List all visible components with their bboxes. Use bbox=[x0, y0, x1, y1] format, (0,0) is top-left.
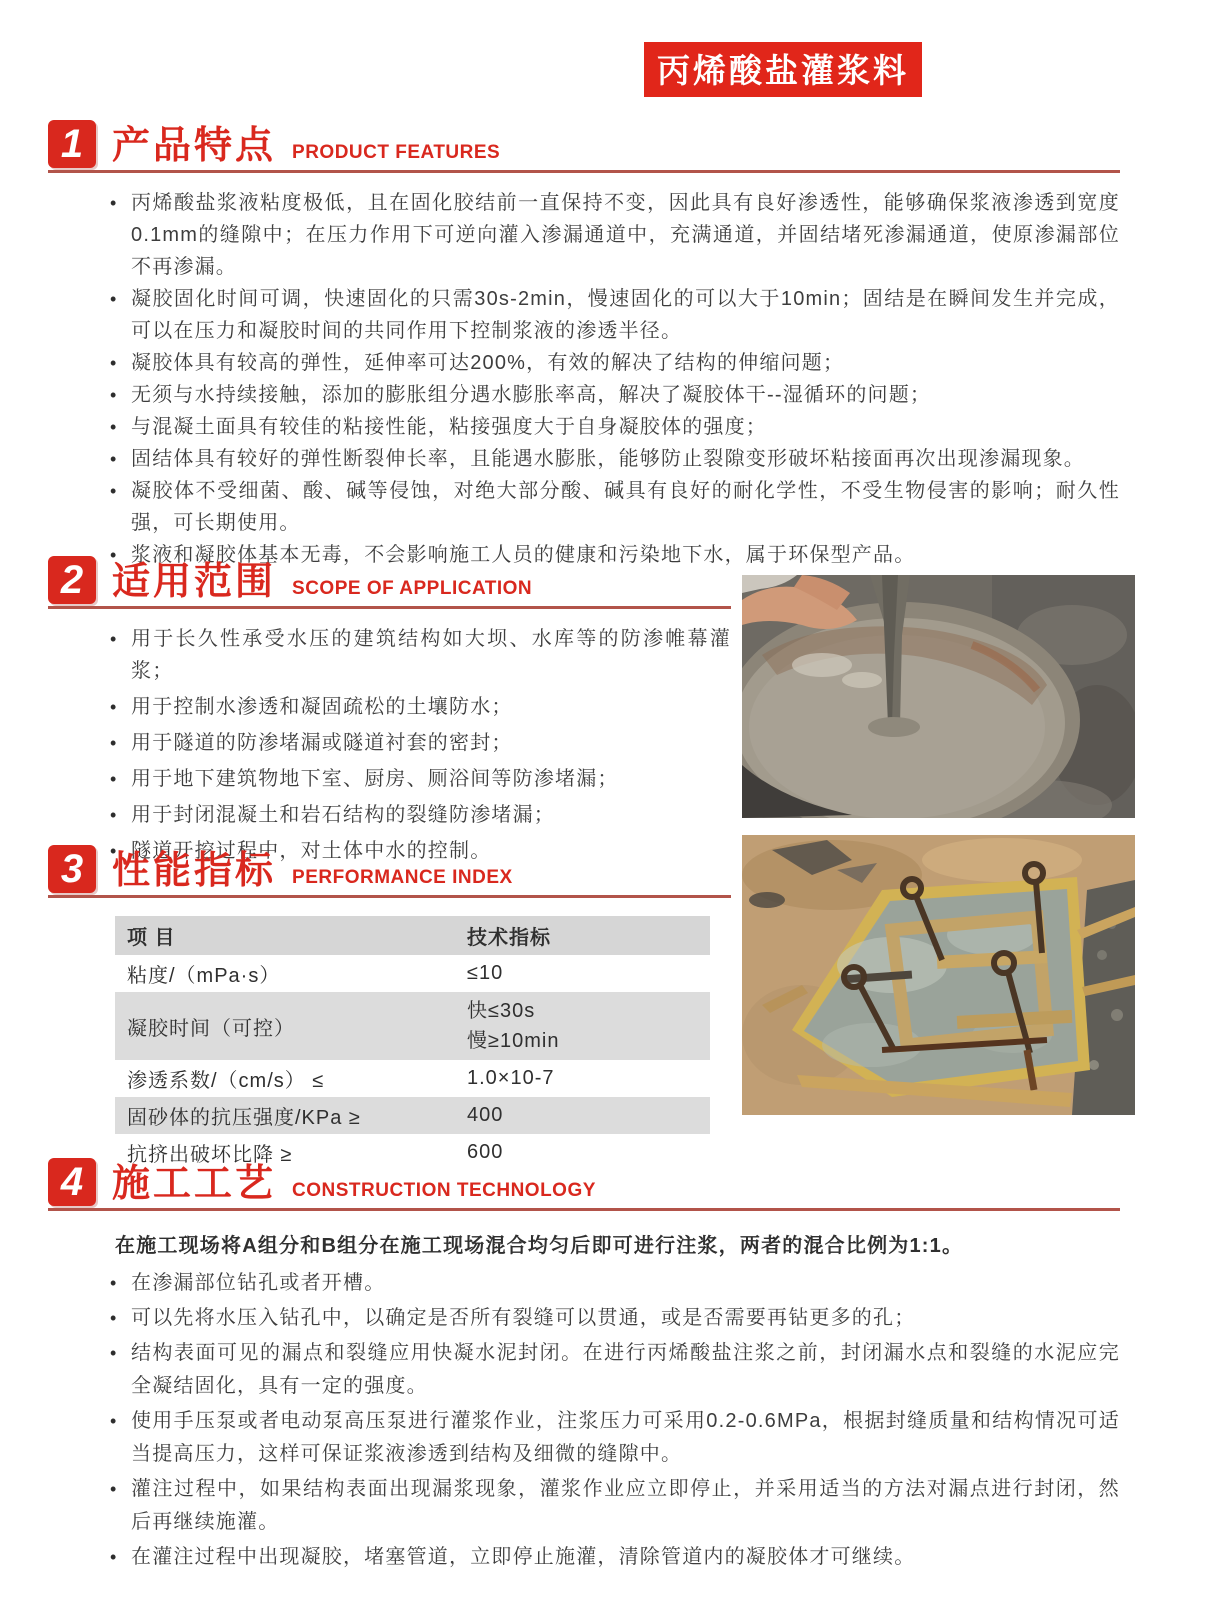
list-item: • 用于长久性承受水压的建筑结构如大坝、水库等的防渗帷幕灌浆； bbox=[108, 623, 731, 687]
list-item: • 在渗漏部位钻孔或者开槽。 bbox=[108, 1267, 1120, 1300]
page-title: 丙烯酸盐灌浆料 bbox=[644, 42, 922, 97]
section-1-title-en: PRODUCT FEATURES bbox=[292, 142, 501, 163]
section-4-title-en: CONSTRUCTION TECHNOLOGY bbox=[292, 1180, 596, 1201]
list-item: • 凝胶固化时间可调，快速固化的只需30s-2min，慢速固化的可以大于10min；固结是在瞬间发生并完成，可以在压力和凝胶时间的共同作用下控制浆液的渗透半径。 bbox=[108, 283, 1120, 347]
section-1-number-badge: 1 bbox=[48, 120, 96, 168]
mixing-ratio-note: 在施工现场将A组分和B组分在施工现场混合均匀后即可进行注浆，两者的混合比例为1:1。 bbox=[115, 1235, 964, 1257]
value-cell: ≤10 bbox=[467, 962, 504, 984]
list-item: • 隧道开挖过程中，对土体中水的控制。 bbox=[108, 835, 731, 867]
list-item: • 凝胶体不受细菌、酸、碱等侵蚀，对绝大部分酸、碱具有良好的耐化学性，不受生物侵害的影响；耐久性强，可长期使用。 bbox=[108, 475, 1120, 539]
value-cell bbox=[455, 992, 710, 1060]
scope-list bbox=[48, 623, 731, 867]
list-item: • 与混凝土面具有较佳的粘接性能，粘接强度大于自身凝胶体的强度； bbox=[108, 411, 1120, 443]
section-4-number-badge: 4 bbox=[48, 1158, 96, 1206]
list-item: • 用于封闭混凝土和岩石结构的裂缝防渗堵漏； bbox=[108, 799, 731, 831]
value-fast: 快≤30s bbox=[467, 1000, 536, 1022]
section-performance-index bbox=[48, 845, 731, 1171]
section-construction-technology bbox=[48, 1158, 1120, 1576]
section-product-features bbox=[48, 120, 1120, 571]
section-2-number-badge: 2 bbox=[48, 556, 96, 604]
section-4-header bbox=[48, 1158, 1120, 1211]
list-item: • 浆液和凝胶体基本无毒，不会影响施工人员的健康和污染地下水，属于环保型产品。 bbox=[108, 539, 1120, 571]
list-item: • 无须与水持续接触，添加的膨胀组分遇水膨胀率高，解决了凝胶体干--湿循环的问题； bbox=[108, 379, 1120, 411]
list-item: • 固结体具有较好的弹性断裂伸长率，且能遇水膨胀，能够防止裂隙变形破坏粘接面再次出现渗漏现象。 bbox=[108, 443, 1120, 475]
list-item: • 使用手压泵或者电动泵高压泵进行灌浆作业，注浆压力可采用0.2-0.6MPa，根据封缝质量和结构情况可适当提高压力，这样可保证浆液渗透到结构及细微的缝隙中。 bbox=[108, 1405, 1120, 1471]
list-item: • 结构表面可见的漏点和裂缝应用快凝水泥封闭。在进行丙烯酸盐注浆之前，封闭漏水点和裂缝的水泥应完全凝结固化，具有一定的强度。 bbox=[108, 1337, 1120, 1403]
item-cell: 固砂体的抗压强度/KPa ≥ bbox=[115, 1097, 455, 1134]
section-3-title-en: PERFORMANCE INDEX bbox=[292, 867, 513, 888]
list-item: • 凝胶体具有较高的弹性，延伸率可达200%，有效的解决了结构的伸缩问题； bbox=[108, 347, 1120, 379]
grout-mixing-photo bbox=[742, 575, 1135, 818]
section-3-number-badge: 3 bbox=[48, 845, 96, 893]
section-2-header bbox=[48, 556, 731, 609]
table-row bbox=[115, 992, 710, 1060]
column-header-index: 技术指标 bbox=[455, 916, 710, 955]
product-features-list bbox=[48, 187, 1120, 571]
table-row bbox=[115, 1060, 710, 1097]
value-cell: 400 bbox=[455, 1097, 710, 1134]
value-cell: 600 bbox=[467, 1141, 504, 1163]
section-1-header bbox=[48, 120, 1120, 173]
list-item: • 可以先将水压入钻孔中，以确定是否所有裂缝可以贯通，或是否需要再钻更多的孔； bbox=[108, 1302, 1120, 1335]
section-3-header bbox=[48, 845, 731, 898]
table-row bbox=[115, 955, 710, 992]
section-4-title-zh: 施工工艺 bbox=[112, 1163, 277, 1205]
table-header-row bbox=[115, 916, 710, 955]
list-item: • 在灌注过程中出现凝胶，堵塞管道，立即停止施灌，清除管道内的凝胶体才可继续。 bbox=[108, 1541, 1120, 1574]
item-cell: 抗挤出破坏比降 ≥ bbox=[127, 1144, 293, 1166]
list-item: • 用于隧道的防渗堵漏或隧道衬套的密封； bbox=[108, 727, 731, 759]
section-1-title-zh: 产品特点 bbox=[112, 125, 277, 167]
formwork-grouting-photo bbox=[742, 835, 1135, 1115]
table-row bbox=[115, 1097, 710, 1134]
list-item: • 丙烯酸盐浆液粘度极低，且在固化胶结前一直保持不变，因此具有良好渗透性，能够确保浆液渗透到宽度0.1mm的缝隙中；在压力作用下可逆向灌入渗漏通道中，充满通道，并固结堵死渗漏通道，使原渗漏部位不再渗漏。 bbox=[108, 187, 1120, 283]
list-item: • 用于控制水渗透和凝固疏松的土壤防水； bbox=[108, 691, 731, 723]
construction-steps-list bbox=[48, 1267, 1120, 1574]
item-cell: 渗透系数/（cm/s） ≤ bbox=[127, 1070, 325, 1092]
section-3-title-zh: 性能指标 bbox=[112, 850, 277, 892]
list-item: • 灌注过程中，如果结构表面出现漏浆现象，灌浆作业应立即停止，并采用适当的方法对漏点进行封闭，然后再继续施灌。 bbox=[108, 1473, 1120, 1539]
value-cell: 1.0×10-7 bbox=[467, 1067, 555, 1089]
performance-index-table bbox=[115, 916, 710, 1171]
section-2-title-zh: 适用范围 bbox=[112, 561, 277, 603]
item-cell: 粘度/（mPa·s） bbox=[127, 965, 281, 987]
section-scope-of-application bbox=[48, 556, 731, 871]
section-2-title-en: SCOPE OF APPLICATION bbox=[292, 578, 533, 599]
item-cell: 凝胶时间（可控） bbox=[115, 992, 455, 1060]
list-item: • 用于地下建筑物地下室、厨房、厕浴间等防渗堵漏； bbox=[108, 763, 731, 795]
value-slow: 慢≥10min bbox=[467, 1030, 560, 1052]
column-header-item: 项 目 bbox=[115, 916, 455, 955]
